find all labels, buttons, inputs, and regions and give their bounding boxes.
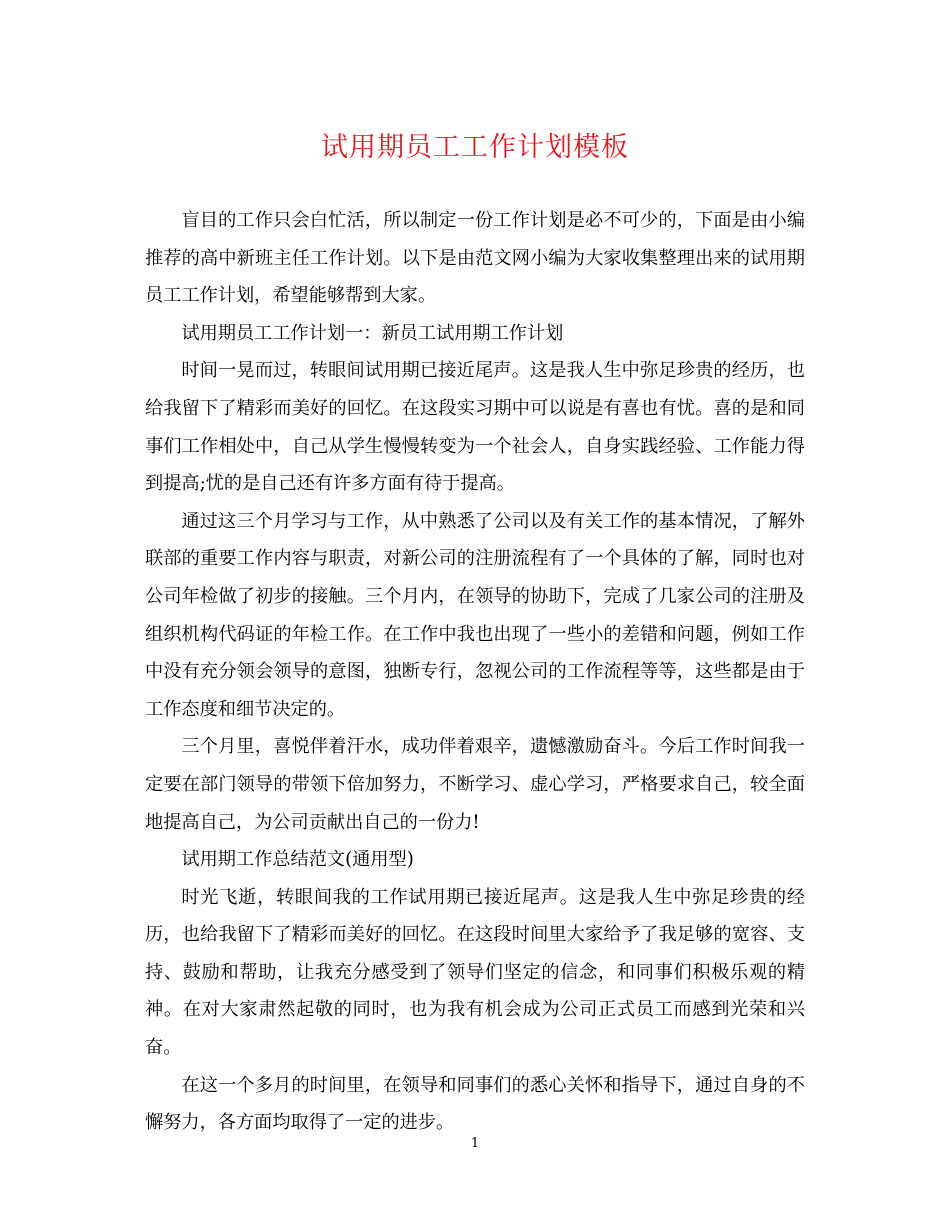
section-heading-summary: 试用期工作总结范文(通用型)	[181, 849, 414, 871]
paragraph-reflection: 时间一晃而过，转眼间试用期已接近尾声。这是我人生中弥足珍贵的经历，也给我留下了精彩而美好的回忆。在这段实习期中可以说是有喜也有忧。喜的是和同事们工作相处中，自己从学生慢慢转变为一个社会人，自身实践经验、工作能力得到提高;忧的是自己还有许多方面有待于提高。	[145, 360, 805, 495]
paragraph-learning: 通过这三个月学习与工作，从中熟悉了公司以及有关工作的基本情况，了解外联部的重要工作内容与职责，对新公司的注册流程有了一个具体的了解，同时也对公司年检做了初步的接触。三个月内，在领导的协助下，完成了几家公司的注册及组织机构代码证的年检工作。在工作中我也出现了一些小的差错和问题，例如工作中没有充分领会领导的意图，独断专行，忽视公司的工作流程等等，这些都是由于工作态度和细节决定的。	[145, 510, 805, 720]
document-title: 试用期员工工作计划模板	[321, 132, 629, 163]
document-body	[145, 202, 805, 1142]
paragraph-intro: 盲目的工作只会白忙活，所以制定一份工作计划是必不可少的，下面是由小编推荐的高中新班主任工作计划。以下是由范文网小编为大家收集整理出来的试用期员工工作计划，希望能够帮到大家。	[145, 210, 805, 307]
section-heading-plan-one: 试用期员工工作计划一：新员工试用期工作计划	[181, 322, 564, 344]
page-number: 1	[470, 1136, 480, 1151]
paragraph-outlook: 三个月里，喜悦伴着汗水，成功伴着艰辛，遗憾激励奋斗。今后工作时间我一定要在部门领导的带领下倍加努力，不断学习、虚心学习，严格要求自己，较全面地提高自己，为公司贡献出自己的一份力!	[145, 736, 805, 833]
paragraph-progress: 在这一个多月的时间里，在领导和同事们的悉心关怀和指导下，通过自身的不懈努力，各方面均取得了一定的进步。	[145, 1074, 805, 1134]
paragraph-summary: 时光飞逝，转眼间我的工作试用期已接近尾声。这是我人生中弥足珍贵的经历，也给我留下了精彩而美好的回忆。在这段时间里大家给予了我足够的宽容、支持、鼓励和帮助，让我充分感受到了领导们坚定的信念，和同事们积极乐观的精神。在对大家肃然起敬的同时，也为我有机会成为公司正式员工而感到光荣和兴奋。	[145, 886, 805, 1059]
